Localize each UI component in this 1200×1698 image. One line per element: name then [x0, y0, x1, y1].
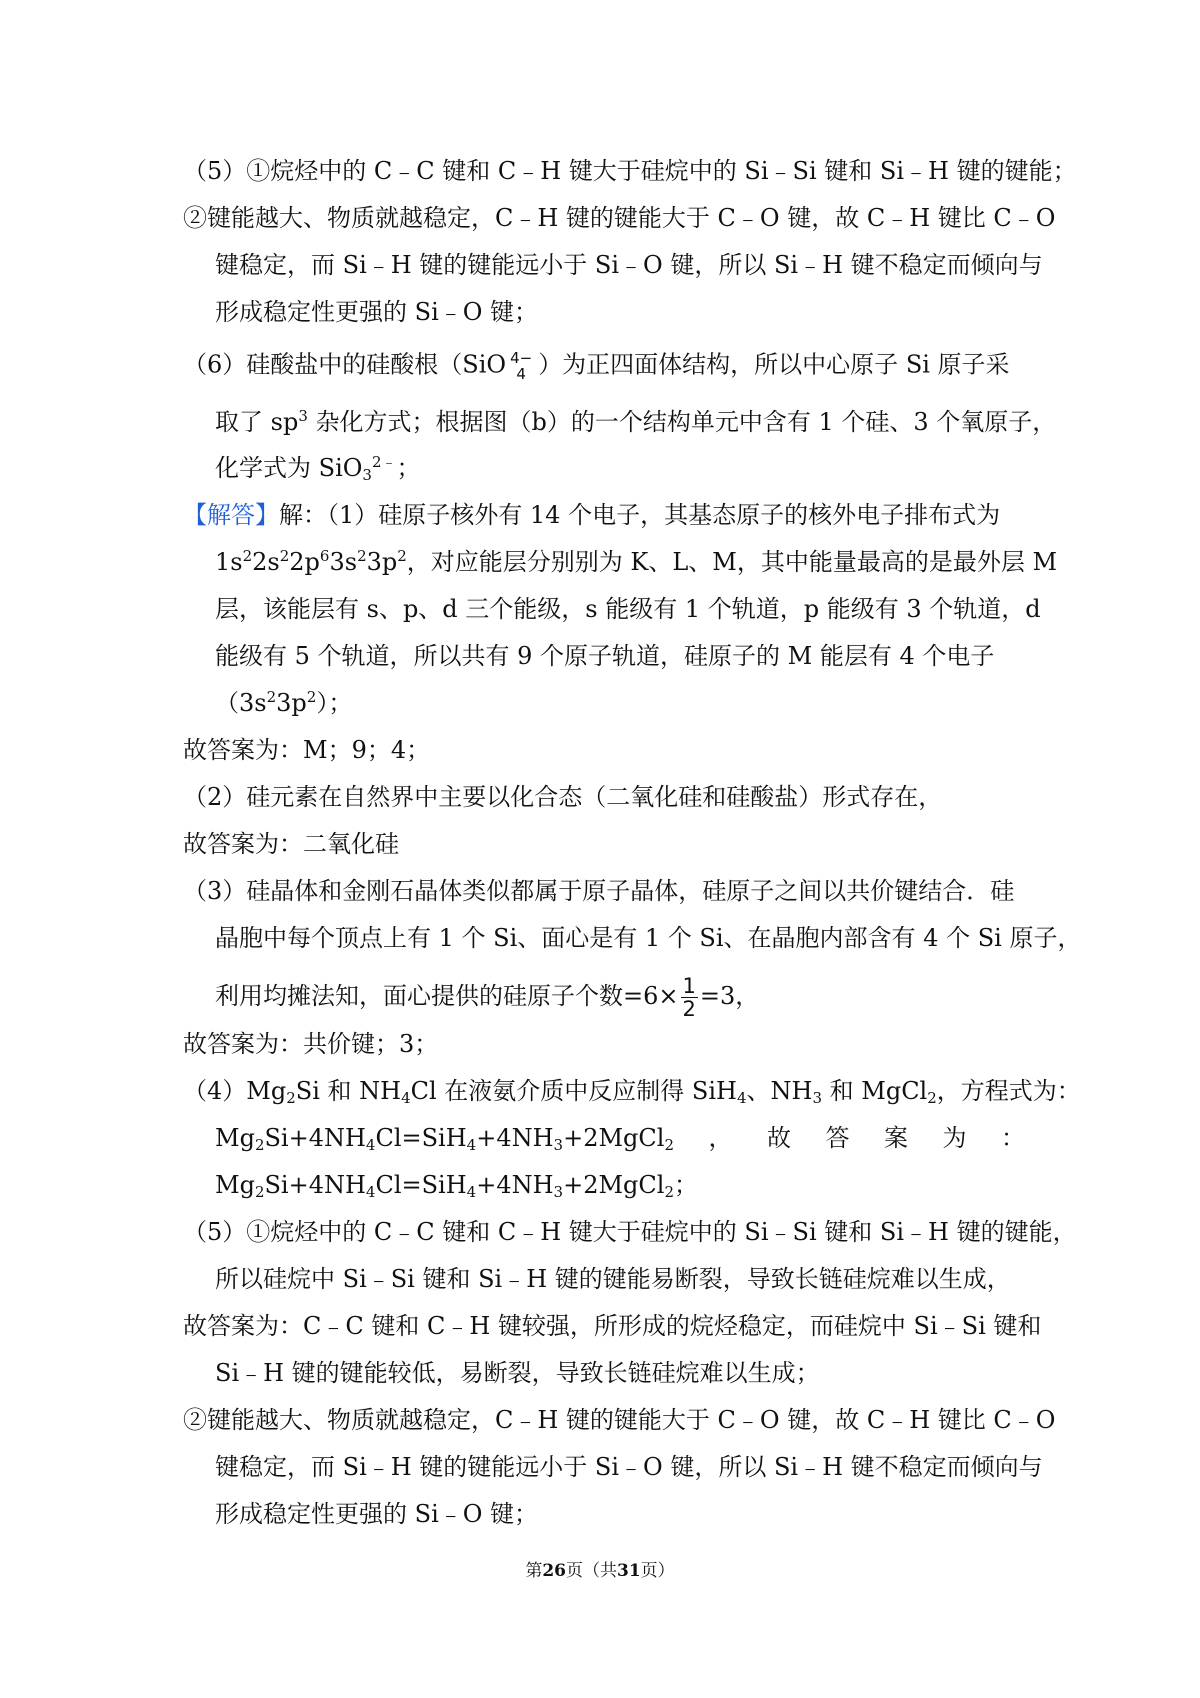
text-line: 层，该能层有 s、p、d 三个能级，s 能级有 1 个轨道，p 能级有 3 个轨道，d: [215, 595, 1041, 623]
subscript: 2: [664, 1136, 674, 1154]
subscript: 4: [466, 1136, 477, 1154]
text-fragment: 3s: [329, 548, 358, 576]
subscript: 3: [553, 1136, 564, 1154]
text-fragment: 化学式为 SiO: [215, 454, 363, 482]
text-fragment: 2s: [252, 548, 280, 576]
superscript: 3: [298, 407, 308, 425]
text-fragment: （3s: [215, 689, 267, 717]
text-fragment: +4NH: [476, 1124, 554, 1152]
text-line-config: [215, 547, 1058, 576]
text-fragment: 为: [942, 1124, 967, 1152]
text-line: （2）硅元素在自然界中主要以化合态（二氧化硅和硅酸盐）形式存在，: [183, 783, 943, 811]
superscript: 2﹣: [371, 453, 397, 471]
answer-heading-line: [183, 501, 1023, 529]
subscript: 3: [553, 1183, 564, 1201]
text-fragment: ）；: [316, 689, 353, 717]
text-line-silicate: [183, 350, 1023, 382]
superscript: 2: [266, 688, 277, 706]
text-fragment: 和 MgCl: [822, 1077, 928, 1105]
text-fragment: Cl=SiH: [375, 1171, 467, 1199]
subscript: 2: [664, 1183, 674, 1201]
text-line: 能级有 5 个轨道，所以共有 9 个原子轨道，硅原子的 M 能层有 4 个电子: [215, 642, 995, 670]
text-line: 键稳定，而 Si﹣H 键的键能远小于 Si﹣O 键，所以 Si﹣H 键不稳定而倾向与: [215, 251, 1043, 279]
subscript: 2: [254, 1183, 265, 1201]
superscript: 2: [397, 547, 407, 565]
text-line: ②键能越大、物质就越稳定，C﹣H 键的键能大于 C﹣O 键，故 C﹣H 键比 C﹣O: [183, 204, 1056, 232]
subscript: 2: [286, 1089, 296, 1107]
subscript: 2: [254, 1136, 265, 1154]
fraction-numerator: 1: [682, 974, 696, 998]
text-fragment: =3，: [699, 982, 760, 1010]
equation: [215, 1124, 674, 1152]
subscript: 3: [362, 466, 372, 484]
answer-tag: 【解答】: [183, 501, 279, 529]
text-fragment: Si 和 NH: [295, 1077, 402, 1105]
text-line: （5）①烷烃中的 C﹣C 键和 C﹣H 键大于硅烷中的 Si﹣Si 键和 Si﹣H 键的键能；: [183, 157, 1077, 185]
text-line: 故答案为：M；9；4；: [183, 736, 431, 764]
superscript: 6: [319, 547, 330, 565]
text-fragment: 解：（1）硅原子核外有 14 个电子，其基态原子的核外电子排布式为: [279, 501, 1001, 529]
subscript: 3: [812, 1089, 822, 1107]
text-line: 所以硅烷中 Si﹣Si 键和 Si﹣H 键的键能易断裂，导致长链硅烷难以生成，: [215, 1265, 1011, 1293]
footer-text: 页）: [640, 1561, 675, 1581]
text-fragment: Si+4NH: [264, 1124, 366, 1152]
text-fragment: ）为正四面体结构，所以中心原子 Si 原子采: [538, 350, 1010, 379]
ion-charge-top: 4−: [510, 349, 533, 367]
text-line: 故答案为：二氧化硅: [183, 830, 399, 858]
ion-charge-bottom: 4: [516, 365, 526, 383]
footer-text: 页（共: [566, 1561, 617, 1581]
text-fragment: Si+4NH: [264, 1171, 366, 1199]
text-fragment: Cl 在液氨介质中反应制得 SiH: [410, 1077, 737, 1105]
text-fragment: （4）Mg: [183, 1077, 287, 1105]
text-fragment: ；: [396, 454, 421, 482]
text-fragment: +2MgCl: [563, 1124, 665, 1152]
text-fragment: 利用均摊法知，面心提供的硅原子个数=6×: [215, 982, 679, 1010]
text-fragment: 答: [825, 1124, 850, 1152]
text-line-valence: [215, 689, 1055, 717]
text-line: 故答案为：共价键；3；: [183, 1030, 439, 1058]
text-line: 晶胞中每个顶点上有 1 个 Si、面心是有 1 个 Si、在晶胞内部含有 4 个 Si 原子，: [215, 924, 1082, 952]
text-fragment: ，: [708, 1124, 733, 1152]
subscript: 2: [927, 1089, 937, 1107]
text-fragment: 案: [883, 1124, 908, 1152]
footer-text: 第: [525, 1561, 543, 1581]
equation-line: [215, 1171, 1055, 1199]
text-line-hybrid: [215, 408, 1055, 436]
equation-line-justified: [215, 1124, 1025, 1152]
text-line: Si﹣H 键的键能较低，易断裂，导致长链硅烷难以生成；: [215, 1359, 820, 1387]
fraction: [681, 975, 698, 1020]
superscript: 2: [242, 547, 253, 565]
superscript: 2: [306, 688, 317, 706]
text-line: （3）硅晶体和金刚石晶体类似都属于原子晶体，硅原子之间以共价键结合．硅: [183, 877, 1015, 905]
text-line: 键稳定，而 Si﹣H 键的键能远小于 Si﹣O 键，所以 Si﹣H 键不稳定而倾向与: [215, 1453, 1043, 1481]
text-line-reaction: [183, 1077, 1081, 1107]
text-line-formula: [215, 454, 1055, 482]
subscript: 4: [401, 1089, 411, 1107]
text-fragment: 取了 sp: [215, 408, 299, 436]
subscript: 4: [736, 1089, 747, 1107]
page-total: 31: [617, 1561, 641, 1581]
fraction-denominator: 2: [682, 997, 696, 1021]
page-footer: [0, 1560, 1200, 1582]
text-fragment: Mg: [215, 1124, 255, 1152]
text-fragment: 故: [766, 1124, 791, 1152]
text-fragment: ；: [673, 1171, 698, 1199]
superscript: 2: [357, 547, 367, 565]
text-line: 形成稳定性更强的 Si﹣O 键；: [215, 1500, 539, 1528]
text-line: 形成稳定性更强的 Si﹣O 键；: [215, 298, 539, 326]
subscript: 4: [365, 1136, 376, 1154]
text-fragment: 杂化方式；根据图（b）的一个结构单元中含有 1 个硅、3 个氧原子，: [307, 408, 1057, 436]
ion-charge: [510, 350, 532, 382]
text-fragment: 、NH: [746, 1077, 813, 1105]
text-line: 故答案为：C﹣C 键和 C﹣H 键较强，所形成的烷烃稳定，而硅烷中 Si﹣Si 键和: [183, 1312, 1042, 1340]
text-line-fraction: [215, 975, 1055, 1020]
text-fragment: 3p: [366, 548, 398, 576]
text-fragment: Mg: [215, 1171, 255, 1199]
text-fragment: ：: [1000, 1124, 1025, 1152]
text-fragment: （6）硅酸盐中的硅酸根（SiO: [183, 350, 507, 379]
text-line: ②键能越大、物质就越稳定，C﹣H 键的键能大于 C﹣O 键，故 C﹣H 键比 C﹣O: [183, 1406, 1056, 1434]
text-fragment: Cl=SiH: [375, 1124, 467, 1152]
text-fragment: 1s: [215, 548, 243, 576]
superscript: 2: [279, 547, 290, 565]
text-fragment: 2p: [289, 548, 320, 576]
text-fragment: +2MgCl: [563, 1171, 665, 1199]
subscript: 4: [365, 1183, 376, 1201]
text-fragment: +4NH: [476, 1171, 554, 1199]
subscript: 4: [466, 1183, 477, 1201]
text-fragment: ，对应能层分别别为 K、L、M，其中能量最高的是最外层 M: [406, 548, 1058, 576]
text-fragment: 3p: [276, 689, 307, 717]
page-number: 26: [542, 1561, 566, 1581]
text-line: （5）①烷烃中的 C﹣C 键和 C﹣H 键大于硅烷中的 Si﹣Si 键和 Si﹣H 键的键能，: [183, 1218, 1077, 1246]
text-fragment: ，方程式为：: [936, 1077, 1081, 1105]
